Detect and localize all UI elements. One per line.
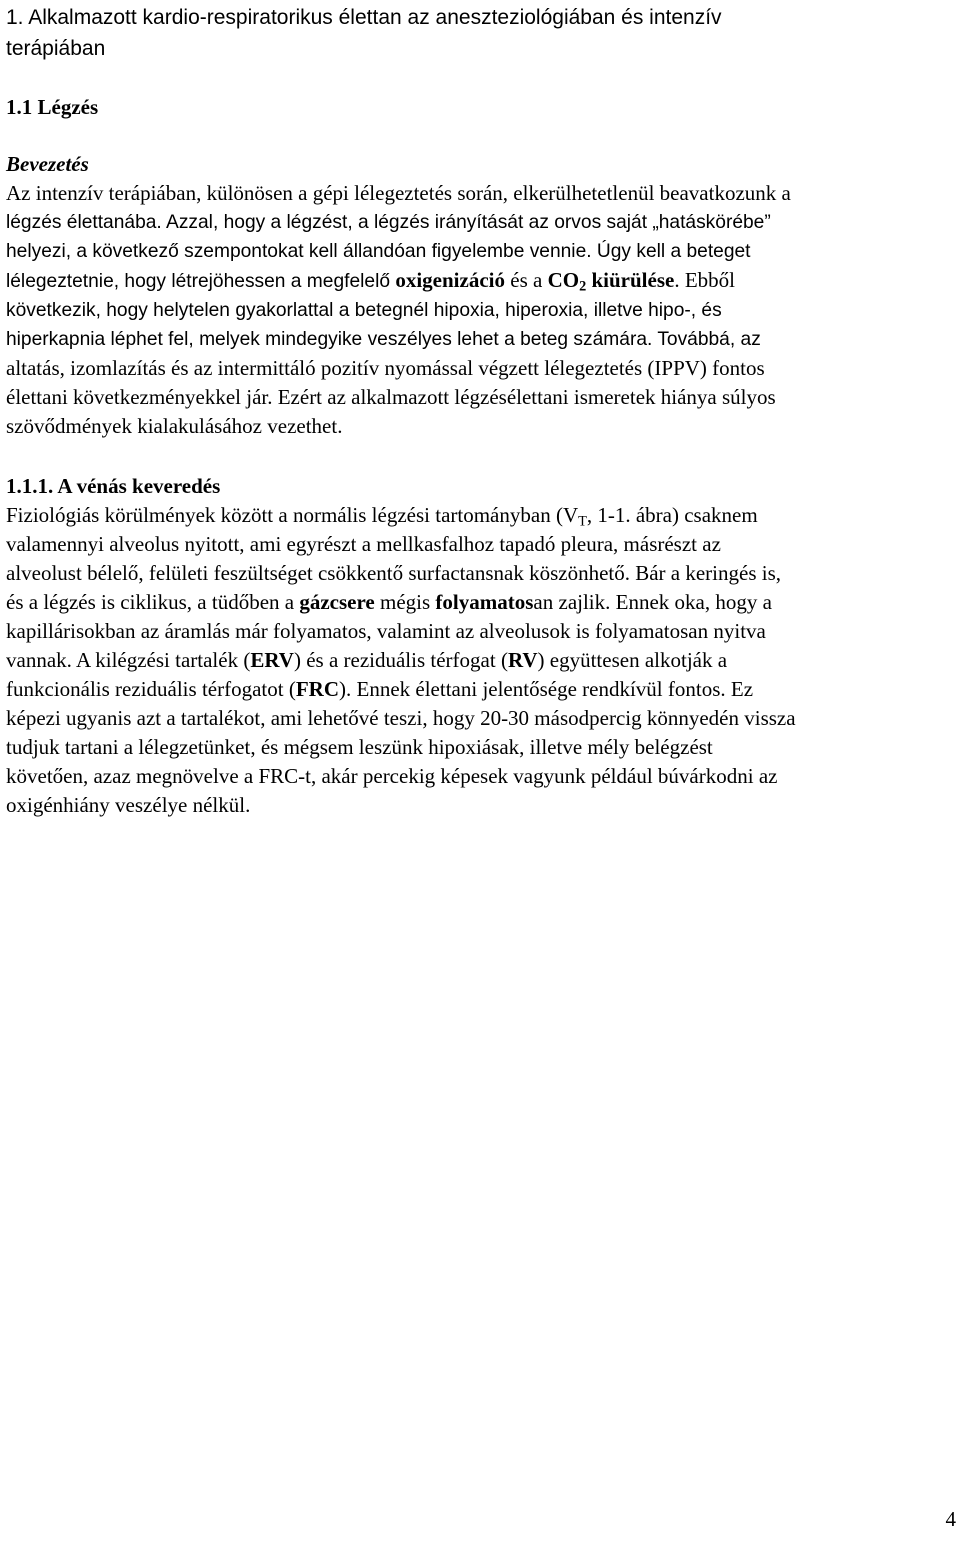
intro-line-4-and: és a bbox=[505, 268, 548, 292]
intro-heading: Bevezetés bbox=[6, 152, 89, 176]
body-line-9: tudjuk tartani a lélegzetünket, és mégsem leszünk hipoxiásak, illetve mély belégzést bbox=[6, 735, 713, 759]
body-line-2: valamennyi alveolus nyitott, ami egyrészt a mellkasfalhoz tapadó pleura, másrészt az bbox=[6, 532, 721, 556]
intro-line-2: légzés élettanába. Azzal, hogy a légzést, a légzés irányítását az orvos saját „hatáskörébe” bbox=[6, 212, 771, 233]
page-number: 4 bbox=[945, 1507, 956, 1531]
body-line-5: kapillárisokban az áramlás már folyamatos, valamint az alveolusok is folyamatosan nyitva bbox=[6, 619, 766, 643]
intro-line-4-text: lélegeztetnie, hogy létrejöhessen a megfelelő bbox=[6, 271, 396, 292]
intro-line-3: helyezi, a következő szempontokat kell állandóan figyelembe vennie. Úgy kell a beteget bbox=[6, 241, 751, 262]
intro-line-5: következik, hogy helytelen gyakorlattal a betegnél hipoxia, hiperoxia, illetve hipo-, és bbox=[6, 300, 722, 321]
body-line-4-text: és a légzés is ciklikus, a tüdőben a bbox=[6, 590, 300, 614]
intro-line-8: élettani következményekkel jár. Ezért az alkalmazott légzésélettani ismeretek hiánya súlyos bbox=[6, 385, 776, 409]
frc-term: FRC bbox=[295, 677, 339, 701]
body-line-6-end: ) együttesen alkotják a bbox=[537, 648, 728, 672]
body-line-3: alveolust bélelő, felületi feszültséget csökkentő surfactansnak köszönhető. Bár a keringés is, bbox=[6, 561, 782, 585]
body-line-6-mid: ) és a reziduális térfogat ( bbox=[293, 648, 508, 672]
intro-paragraph bbox=[6, 179, 956, 441]
body-line-6-text: vannak. A kilégzési tartalék ( bbox=[6, 648, 251, 672]
body-line-7 bbox=[6, 675, 956, 704]
rv-term: RV bbox=[507, 648, 538, 672]
intro-line-9: szövődmények kialakulásához vezethet. bbox=[6, 414, 343, 438]
chapter-title-line-2: terápiában bbox=[6, 37, 106, 60]
body-paragraph bbox=[6, 501, 956, 820]
body-line-10: követően, azaz megnövelve a FRC-t, akár percekig képesek vagyunk például búvárkodni az bbox=[6, 764, 778, 788]
chapter-title-line-1: 1. Alkalmazott kardio-respiratorikus élettan az aneszteziológiában és intenzív bbox=[6, 6, 722, 29]
body-line-1-text: Fiziológiás körülmények között a normális légzési tartományban (V bbox=[6, 503, 579, 527]
intro-line-4-end: . Ebből bbox=[674, 268, 735, 292]
body-line-1-end: , 1-1. ábra) csaknem bbox=[586, 503, 758, 527]
continuous-term: folyamatos bbox=[435, 590, 534, 614]
body-line-4-mid: mégis bbox=[374, 590, 436, 614]
body-line-4-end: an zajlik. Ennek oka, hogy a bbox=[533, 590, 772, 614]
intro-line-7: altatás, izomlazítás és az intermittáló pozitív nyomással végzett lélegeztetés (IPPV) fontos bbox=[6, 356, 765, 380]
chapter-title bbox=[6, 2, 956, 64]
oxygenation-term: oxigenizáció bbox=[395, 268, 505, 292]
subsection-title: 1.1.1. A vénás keveredés bbox=[6, 474, 221, 498]
body-line-1 bbox=[6, 501, 956, 530]
body-line-7-end: ). Ennek élettani jelentősége rendkívül fontos. Ez bbox=[339, 677, 754, 701]
body-line-8: képezi ugyanis azt a tartalékot, ami lehetővé teszi, hogy 20-30 másodpercig könnyedén vissza bbox=[6, 706, 796, 730]
intro-line-4 bbox=[6, 266, 956, 296]
body-line-6 bbox=[6, 646, 956, 675]
body-line-7-text: funkcionális reziduális térfogatot ( bbox=[6, 677, 296, 701]
section-title: 1.1 Légzés bbox=[6, 95, 99, 119]
elimination-term: kiürülése bbox=[586, 268, 675, 292]
intro-line-6: hiperkapnia léphet fel, melyek mindegyike veszélyes lehet a beteg számára. Továbbá, az bbox=[6, 329, 761, 350]
body-line-11: oxigénhiány veszélye nélkül. bbox=[6, 793, 251, 817]
body-line-4 bbox=[6, 588, 956, 617]
intro-line-1: Az intenzív terápiában, különösen a gépi lélegeztetés során, elkerülhetetlenül beavatkozunk a bbox=[6, 181, 791, 205]
erv-term: ERV bbox=[250, 648, 294, 672]
vt-subscript: T bbox=[578, 513, 587, 530]
gas-exchange-term: gázcsere bbox=[299, 590, 375, 614]
co2-term: CO bbox=[547, 268, 580, 292]
co2-subscript: 2 bbox=[579, 278, 587, 295]
